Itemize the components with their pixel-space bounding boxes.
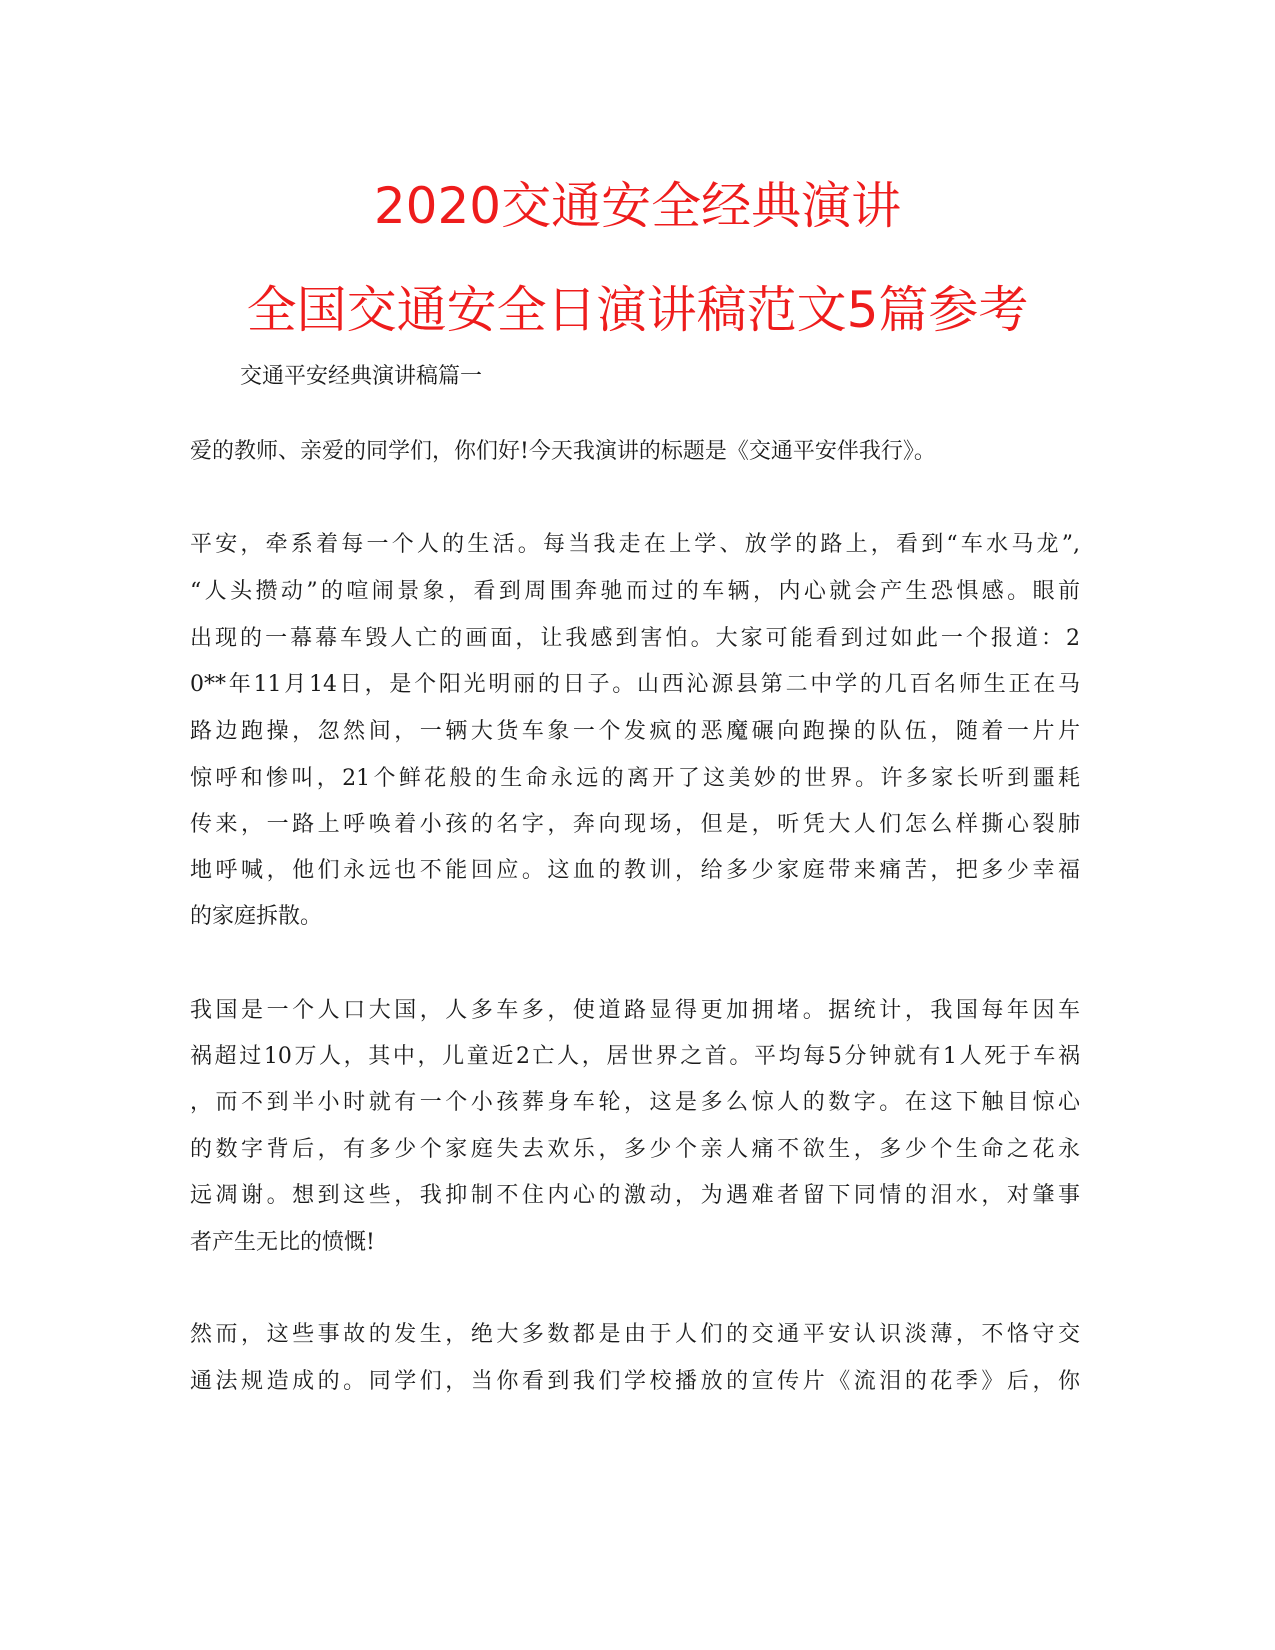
- paragraph-3-line: 的数字背后，有多少个家庭失去欢乐，多少个亲人痛不欲生，多少个生命之花永: [190, 1137, 1080, 1162]
- section-heading: 交通平安经典演讲稿篇一: [240, 364, 483, 389]
- paragraph-2-line: 平安，牵系着每一个人的生活。每当我走在上学、放学的路上，看到“车水马龙”,: [190, 532, 1080, 557]
- paragraph-2-line: 的家庭拆散。: [190, 904, 323, 929]
- document-title-line-2: 全国交通安全日演讲稿范文5篇参考: [246, 281, 1029, 339]
- paragraph-3-line: 我国是一个人口大国，人多车多，使道路显得更加拥堵。据统计，我国每年因车: [190, 998, 1080, 1023]
- paragraph-2-line: 地呼喊，他们永远也不能回应。这血的教训，给多少家庭带来痛苦，把多少幸福: [190, 858, 1080, 883]
- paragraph-3-line: 远凋谢。想到这些，我抑制不住内心的激动，为遇难者留下同情的泪水，对肇事: [190, 1183, 1080, 1208]
- document-title-line-1: 2020交通安全经典演讲: [373, 177, 902, 235]
- paragraph-4-line: 然而，这些事故的发生，绝大多数都是由于人们的交通平安认识淡薄，不恪守交: [190, 1322, 1080, 1347]
- paragraph-3-line: 者产生无比的愤慨!: [190, 1230, 375, 1255]
- paragraph-3-line: ，而不到半小时就有一个小孩葬身车轮，这是多么惊人的数字。在这下触目惊心: [190, 1090, 1080, 1115]
- paragraph-2-line: 0**年11月14日，是个阳光明丽的日子。山西沁源县第二中学的几百名师生正在马: [190, 672, 1080, 697]
- paragraph-2-line: “人头攒动”的喧闹景象，看到周围奔驰而过的车辆，内心就会产生恐惧感。眼前: [190, 579, 1080, 604]
- paragraph-2-line: 传来，一路上呼唤着小孩的名字，奔向现场，但是，听凭大人们怎么样撕心裂肺: [190, 812, 1080, 837]
- paragraph-1-line: 爱的教师、亲爱的同学们，你们好!今天我演讲的标题是《交通平安伴我行》。: [190, 439, 936, 464]
- paragraph-3-line: 祸超过10万人，其中，儿童近2亡人，居世界之首。平均每5分钟就有1人死于车祸: [190, 1044, 1080, 1069]
- paragraph-4-line: 通法规造成的。同学们，当你看到我们学校播放的宣传片《流泪的花季》后，你: [190, 1369, 1080, 1394]
- paragraph-2-line: 路边跑操，忽然间，一辆大货车象一个发疯的恶魔碾向跑操的队伍，随着一片片: [190, 719, 1080, 744]
- paragraph-2-line: 出现的一幕幕车毁人亡的画面，让我感到害怕。大家可能看到过如此一个报道：2: [190, 626, 1080, 651]
- paragraph-2-line: 惊呼和惨叫，21个鲜花般的生命永远的离开了这美妙的世界。许多家长听到噩耗: [190, 766, 1080, 791]
